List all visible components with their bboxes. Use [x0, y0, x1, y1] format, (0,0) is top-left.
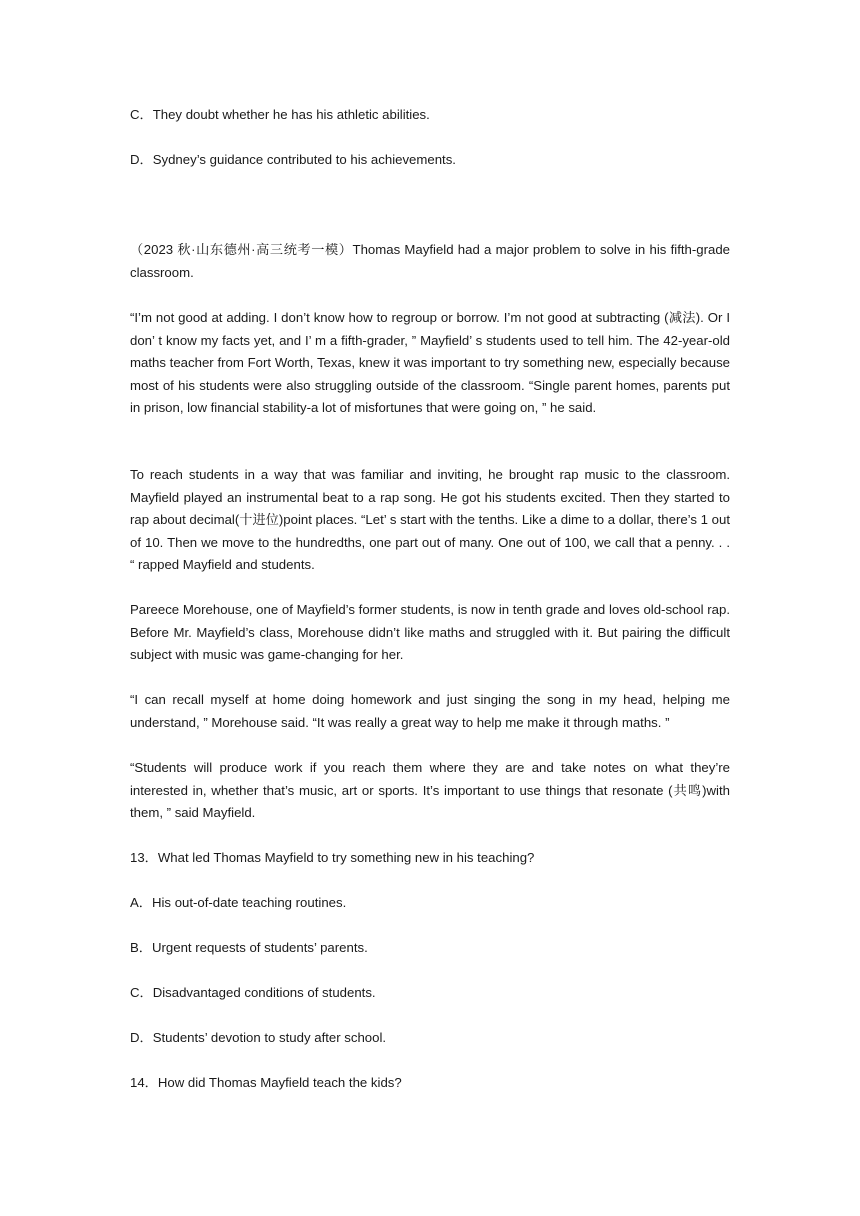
passage-paragraph-3: Pareece Morehouse, one of Mayfield’s former students, is now in tenth grade and loves old-school rap. Before Mr. Mayfield’s class, Morehouse didn’t like maths and struggled with it. But pairing the difficult subject with music was game-changing for her. — [130, 602, 730, 662]
question-13-option-d: D．Students’ devotion to study after school. — [130, 1030, 387, 1045]
question-13-option-b: B．Urgent requests of students’ parents. — [130, 940, 368, 955]
previous-option-d: D．Sydney’s guidance contributed to his achievements. — [130, 152, 456, 167]
previous-option-c: C．They doubt whether he has his athletic abilities. — [130, 107, 430, 122]
passage-paragraph-4: “I can recall myself at home doing homework and just singing the song in my head, helping me understand, ” Morehouse said. “It was really a great way to help me make it through maths. ” — [130, 692, 730, 730]
question-13-option-a: A．His out-of-date teaching routines. — [130, 895, 347, 910]
passage-intro: （2023 秋·山东德州·高三统考一模）Thomas Mayfield had a major problem to solve in his fifth-grade classroom. — [130, 242, 730, 280]
question-13-option-c: C．Disadvantaged conditions of students. — [130, 985, 376, 1000]
passage-paragraph-2: To reach students in a way that was familiar and inviting, he brought rap music to the classroom. Mayfield played an instrumental beat to a rap song. He got his students excited. Then they started to rap about decimal(十进位)point places. “Let’ s start with the tenths. Like a dime to a dollar, there’s 1 out of 10. Then we move to the hundredths, one part out of many. One out of 100, we call that a penny. . . “ rapped Mayfield and students. — [130, 467, 730, 572]
passage-paragraph-1: “I’m not good at adding. I don’t know how to regroup or borrow. I’m not good at subtracting (减法). Or I don’ t know my facts yet, and I’ m a fifth-grader, ” Mayfield’ s students used to tell him. The 42-year-old maths teacher from Fort Worth, Texas, knew it was important to try something new, especially because most of his students were also struggling outside of the classroom. “Single parent homes, parents put in prison, low financial stability-a lot of misfortunes that were going on, ” he said. — [130, 310, 730, 415]
passage-paragraph-5: “Students will produce work if you reach them where they are and take notes on what they’re interested in, whether that’s music, art or sports. It’s important to use things that resonate (共鸣)with them, ” said Mayfield. — [130, 760, 730, 820]
question-13-stem: 13．What led Thomas Mayfield to try something new in his teaching? — [130, 850, 535, 865]
question-14-stem: 14．How did Thomas Mayfield teach the kids? — [130, 1075, 402, 1090]
